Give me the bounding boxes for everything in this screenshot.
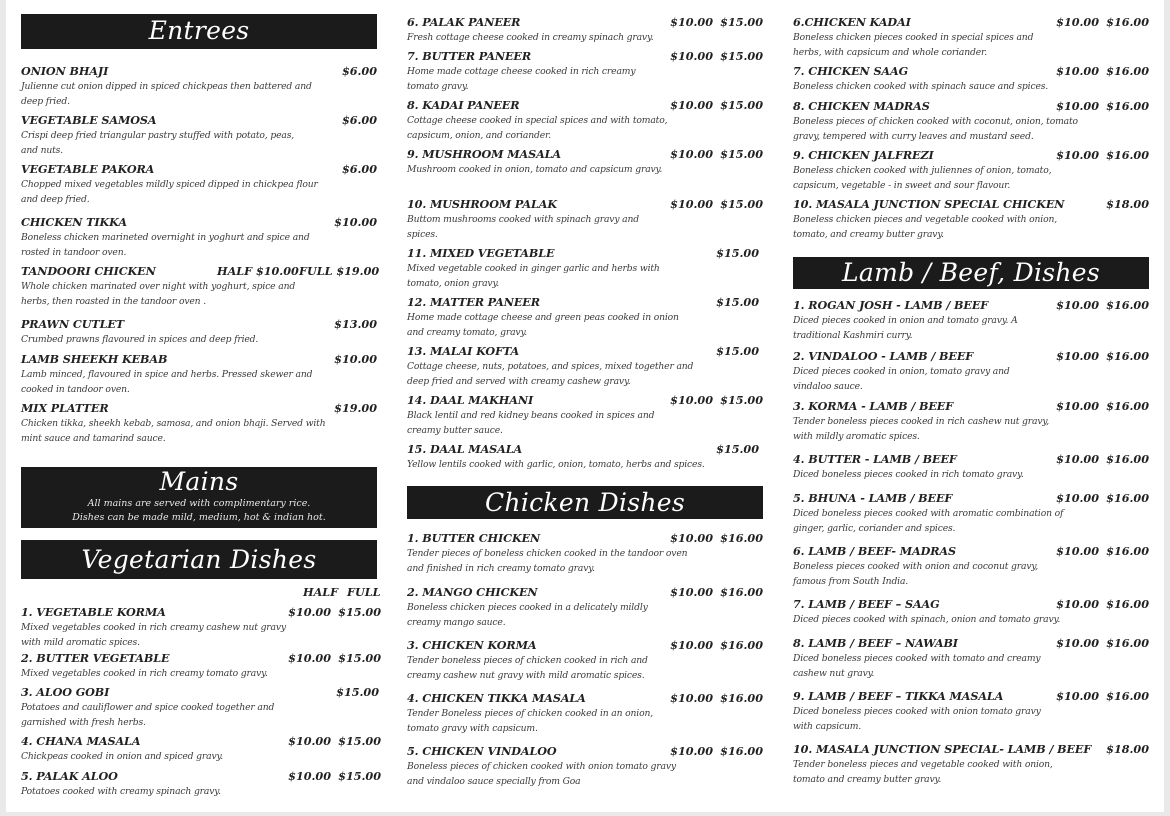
item-description: Boneless chicken cooked with spinach sauce and spices.: [793, 81, 1049, 92]
item-name: 8. CHICKEN MADRAS: [793, 99, 930, 113]
item-name: 2. MANGO CHICKEN: [407, 585, 538, 599]
lamb-beef-banner: [793, 257, 1149, 289]
item-price-full: $16.00: [1106, 64, 1149, 78]
item-price-half: $10.00: [1056, 349, 1099, 363]
item-name: 4. CHANA MASALA: [21, 734, 141, 748]
item-name: CHICKEN TIKKA: [21, 215, 127, 229]
item-price-half: $10.00: [1056, 689, 1099, 703]
item-name: 4. CHICKEN TIKKA MASALA: [407, 691, 586, 705]
item-description: Fresh cottage cheese cooked in creamy spinach gravy.: [407, 32, 654, 43]
item-price-half: $10.00: [670, 691, 713, 705]
item-price-full: $16.00: [1106, 689, 1149, 703]
item-description: Mixed vegetables cooked in rich creamy tomato gravy.: [21, 668, 268, 679]
item-name: TANDOORI CHICKEN: [21, 264, 156, 278]
item-description: Diced boneless pieces cooked in rich tomato gravy.: [793, 469, 1024, 480]
item-price-half: $10.00: [1056, 99, 1099, 113]
item-name: 1. VEGETABLE KORMA: [21, 605, 166, 619]
chicken-title: Chicken Dishes: [484, 488, 685, 517]
item-name: 1. BUTTER CHICKEN: [407, 531, 541, 545]
item-description: Boneless chicken marineted overnight in yoghurt and spice and rosted in tandoor oven.: [21, 232, 310, 258]
item-price-full: $15.00: [716, 442, 759, 456]
item-price-half: $10.00: [670, 15, 713, 29]
item-name: 10. MASALA JUNCTION SPECIAL- LAMB / BEEF: [793, 742, 1092, 756]
item-description: Mushroom cooked in onion, tomato and capsicum gravy.: [407, 164, 663, 175]
item-description: Diced boneless pieces cooked with aromatic combination of ginger, garlic, coriander and spices.: [793, 508, 1064, 534]
item-price-full: FULL $19.00: [299, 264, 380, 278]
item-price-full: $18.00: [1106, 197, 1149, 211]
lamb-beef-title: Lamb / Beef, Dishes: [841, 258, 1101, 287]
item-description: Chopped mixed vegetables mildly spiced dipped in chickpea flour and deep fried.: [21, 179, 318, 205]
item-price: $13.00: [334, 317, 377, 331]
item-price-half: $10.00: [1056, 64, 1099, 78]
entrees-title: Entrees: [148, 16, 250, 45]
item-price-full: $16.00: [1106, 452, 1149, 466]
item-name: VEGETABLE PAKORA: [21, 162, 155, 176]
item-name: 9. MUSHROOM MASALA: [407, 147, 562, 161]
item-price-full: $15.00: [716, 295, 759, 309]
item-price-full: $16.00: [720, 531, 763, 545]
item-description: Boneless pieces of chicken cooked with coconut, onion, tomato gravy, tempered with curry leaves and mustard seed.: [793, 116, 1078, 142]
item-price-half: $10.00: [1056, 544, 1099, 558]
item-description: Black lentil and red kidney beans cooked in spices and creamy butter sauce.: [407, 410, 655, 436]
item-price-full: $15.00: [336, 685, 379, 699]
item-price: $10.00: [334, 215, 377, 229]
item-description: Cottage cheese, nuts, potatoes, and spices, mixed together and deep fried and served with creamy cashew gravy.: [407, 361, 694, 387]
item-description: Mixed vegetables cooked in rich creamy cashew nut gravy with mild aromatic spices.: [21, 622, 286, 648]
item-description: Potatoes cooked with creamy spinach gravy.: [21, 786, 221, 797]
item-price-full: $16.00: [1106, 491, 1149, 505]
item-price: $6.00: [341, 64, 377, 78]
item-description: Cottage cheese cooked in special spices and with tomato, capsicum, onion, and coriander.: [407, 115, 668, 141]
item-price-half: $10.00: [670, 147, 713, 161]
item-description: Buttom mushrooms cooked with spinach gravy and spices.: [407, 214, 639, 240]
item-price-half: $10.00: [288, 769, 331, 783]
vegetarian-title: Vegetarian Dishes: [81, 545, 317, 574]
item-price: $19.00: [334, 401, 377, 415]
item-description: Boneless chicken cooked with juliennes of onion, tomato, capsicum, vegetable - in sweet and sour flavour.: [793, 165, 1052, 191]
item-price: $6.00: [341, 113, 377, 127]
item-description: Tender Boneless pieces of chicken cooked in an onion, tomato gravy with capsicum.: [407, 708, 653, 734]
item-description: Chicken tikka, sheekh kebab, samosa, and onion bhaji. Served with mint sauce and tamarind sauce.: [21, 418, 326, 444]
item-price-half: $10.00: [1056, 491, 1099, 505]
item-price-full: $16.00: [1106, 597, 1149, 611]
item-price-full: $18.00: [1106, 742, 1149, 756]
item-price-half: $10.00: [670, 197, 713, 211]
item-price-full: $16.00: [1106, 636, 1149, 650]
item-price-half: $10.00: [670, 49, 713, 63]
item-price: $10.00: [334, 352, 377, 366]
item-name: LAMB SHEEKH KEBAB: [21, 352, 168, 366]
item-price-half: $10.00: [1056, 452, 1099, 466]
half-column-label: HALF: [303, 585, 339, 599]
item-name: 8. LAMB / BEEF – NAWABI: [793, 636, 958, 650]
item-name: 7. CHICKEN SAAG: [793, 64, 909, 78]
item-price-full: $15.00: [720, 393, 763, 407]
item-price-full: $15.00: [338, 769, 381, 783]
menu-page: [6, 0, 1164, 812]
item-price-half: $10.00: [670, 98, 713, 112]
item-name: 13. MALAI KOFTA: [407, 344, 520, 358]
item-price-full: $16.00: [720, 585, 763, 599]
item-price-half: $10.00: [288, 605, 331, 619]
item-description: Potatoes and cauliflower and spice cooked together and garnished with fresh herbs.: [21, 702, 275, 728]
item-price-full: $15.00: [720, 197, 763, 211]
item-description: Diced boneless pieces cooked with tomato and creamy cashew nut gravy.: [793, 653, 1041, 679]
item-description: Diced pieces cooked in onion and tomato gravy. A traditional Kashmiri curry.: [793, 315, 1018, 341]
item-description: Boneless pieces cooked with onion and coconut gravy, famous from South India.: [793, 561, 1038, 587]
item-price-full: $15.00: [720, 98, 763, 112]
item-price-half: $10.00: [670, 531, 713, 545]
item-price-full: $16.00: [720, 744, 763, 758]
item-name: 10. MUSHROOM PALAK: [407, 197, 557, 211]
item-name: 7. LAMB / BEEF – SAAG: [793, 597, 940, 611]
item-name: ONION BHAJI: [21, 64, 109, 78]
item-description: Home made cottage cheese cooked in rich creamy tomato gravy.: [407, 66, 636, 92]
item-price-half: $10.00: [670, 585, 713, 599]
item-name: 8. KADAI PANEER: [407, 98, 520, 112]
item-price-half: HALF $10.00: [217, 264, 299, 278]
item-description: Yellow lentils cooked with garlic, onion, tomato, herbs and spices.: [407, 459, 705, 470]
item-price-full: $16.00: [1106, 148, 1149, 162]
item-name: 9. LAMB / BEEF – TIKKA MASALA: [793, 689, 1004, 703]
item-price-full: $16.00: [1106, 298, 1149, 312]
item-price-half: $10.00: [1056, 148, 1099, 162]
item-price-full: $15.00: [720, 147, 763, 161]
item-description: Boneless chicken pieces cooked in special spices and herbs, with capsicum and whole coriander.: [793, 32, 1034, 58]
item-price-full: $16.00: [720, 691, 763, 705]
item-description: Mixed vegetable cooked in ginger garlic and herbs with tomato, onion gravy.: [407, 263, 660, 289]
item-name: 9. CHICKEN JALFREZI: [793, 148, 934, 162]
item-name: 3. ALOO GOBI: [21, 685, 110, 699]
item-price-full: $16.00: [1106, 349, 1149, 363]
item-price-half: $10.00: [670, 393, 713, 407]
chicken-banner: [407, 486, 763, 519]
item-description: Boneless pieces of chicken cooked with onion tomato gravy and vindaloo sauce specially from Goa: [407, 761, 676, 787]
item-price-half: $10.00: [1056, 597, 1099, 611]
item-price-full: $16.00: [720, 638, 763, 652]
item-name: PRAWN CUTLET: [21, 317, 125, 331]
item-price-full: $15.00: [338, 651, 381, 665]
item-description: Tender pieces of boneless chicken cooked in the tandoor oven and finished in rich creamy tomato gravy.: [407, 548, 688, 574]
full-column-label: FULL: [347, 585, 381, 599]
item-name: 12. MATTER PANEER: [407, 295, 540, 309]
item-price: $6.00: [341, 162, 377, 176]
item-name: MIX PLATTER: [21, 401, 109, 415]
item-description: Tender boneless pieces and vegetable cooked with onion, tomato and creamy butter gravy.: [793, 759, 1053, 785]
item-price-full: $16.00: [1106, 99, 1149, 113]
item-name: 5. CHICKEN VINDALOO: [407, 744, 557, 758]
item-name: 3. CHICKEN KORMA: [407, 638, 537, 652]
item-price-full: $15.00: [720, 15, 763, 29]
item-name: 1. ROGAN JOSH - LAMB / BEEF: [793, 298, 989, 312]
mains-title: Mains: [159, 467, 239, 496]
item-description: Julienne cut onion dipped in spiced chickpeas then battered and deep fried.: [21, 81, 312, 107]
item-price-half: $10.00: [1056, 15, 1099, 29]
item-name: 6.CHICKEN KADAI: [793, 15, 911, 29]
item-name: 5. PALAK ALOO: [21, 769, 118, 783]
item-name: 2. VINDALOO - LAMB / BEEF: [793, 349, 974, 363]
item-name: 3. KORMA - LAMB / BEEF: [793, 399, 954, 413]
item-price-half: $10.00: [1056, 636, 1099, 650]
item-description: Diced pieces cooked with spinach, onion and tomato gravy.: [793, 614, 1061, 625]
item-price-half: $10.00: [1056, 298, 1099, 312]
item-price-half: $10.00: [288, 651, 331, 665]
item-price-full: $16.00: [1106, 399, 1149, 413]
item-name: 14. DAAL MAKHANI: [407, 393, 534, 407]
item-name: 4. BUTTER - LAMB / BEEF: [793, 452, 957, 466]
item-price-full: $15.00: [720, 49, 763, 63]
item-name: 10. MASALA JUNCTION SPECIAL CHICKEN: [793, 197, 1065, 211]
item-description: Crumbed prawns flavoured in spices and deep fried.: [21, 334, 259, 345]
item-price-half: $10.00: [288, 734, 331, 748]
item-price-full: $15.00: [716, 344, 759, 358]
item-price-full: $15.00: [338, 734, 381, 748]
mains-banner: [21, 467, 377, 528]
item-description: Diced pieces cooked in onion, tomato gravy and vindaloo sauce.: [793, 366, 1010, 392]
item-price-full: $15.00: [716, 246, 759, 260]
item-name: 15. DAAL MASALA: [407, 442, 523, 456]
mains-note-rice: All mains are served with complimentary rice.: [87, 498, 311, 509]
item-price-half: $10.00: [670, 744, 713, 758]
item-description: Boneless chicken pieces cooked in a delicately mildly creamy mango sauce.: [407, 602, 648, 628]
item-description: Home made cottage cheese and green peas cooked in onion and creamy tomato, gravy.: [407, 312, 679, 338]
item-name: VEGETABLE SAMOSA: [21, 113, 157, 127]
item-description: Tender boneless pieces cooked in rich cashew nut gravy, with mildly aromatic spices.: [793, 416, 1049, 442]
item-name: 6. PALAK PANEER: [407, 15, 521, 29]
item-price-full: $16.00: [1106, 15, 1149, 29]
entrees-banner: [21, 14, 377, 49]
item-name: 11. MIXED VEGETABLE: [407, 246, 555, 260]
item-price-half: $10.00: [1056, 399, 1099, 413]
item-description: Lamb minced, flavoured in spice and herbs. Pressed skewer and cooked in tandoor oven.: [21, 369, 313, 395]
item-name: 6. LAMB / BEEF- MADRAS: [793, 544, 956, 558]
item-name: 7. BUTTER PANEER: [407, 49, 532, 63]
item-price-full: $15.00: [338, 605, 381, 619]
item-description: Tender boneless pieces of chicken cooked in rich and creamy cashew nut gravy with mild aromatic spices.: [407, 655, 648, 681]
item-description: Diced boneless pieces cooked with onion tomato gravy with capsicum.: [793, 706, 1041, 732]
vegetarian-banner: [21, 540, 377, 579]
item-name: 5. BHUNA - LAMB / BEEF: [793, 491, 953, 505]
item-price-half: $10.00: [670, 638, 713, 652]
item-price-full: $16.00: [1106, 544, 1149, 558]
item-description: Boneless chicken pieces and vegetable cooked with onion, tomato, and creamy butter gravy.: [793, 214, 1058, 240]
mains-note-spice: Dishes can be made mild, medium, hot & indian hot.: [72, 512, 326, 523]
item-name: 2. BUTTER VEGETABLE: [21, 651, 170, 665]
item-description: Whole chicken marinated over night with yoghurt, spice and herbs, then roasted in the tandoor oven .: [21, 281, 296, 307]
item-description: Crispi deep fried triangular pastry stuffed with potato, peas, and nuts.: [21, 130, 295, 156]
item-description: Chickpeas cooked in onion and spiced gravy.: [21, 751, 224, 762]
